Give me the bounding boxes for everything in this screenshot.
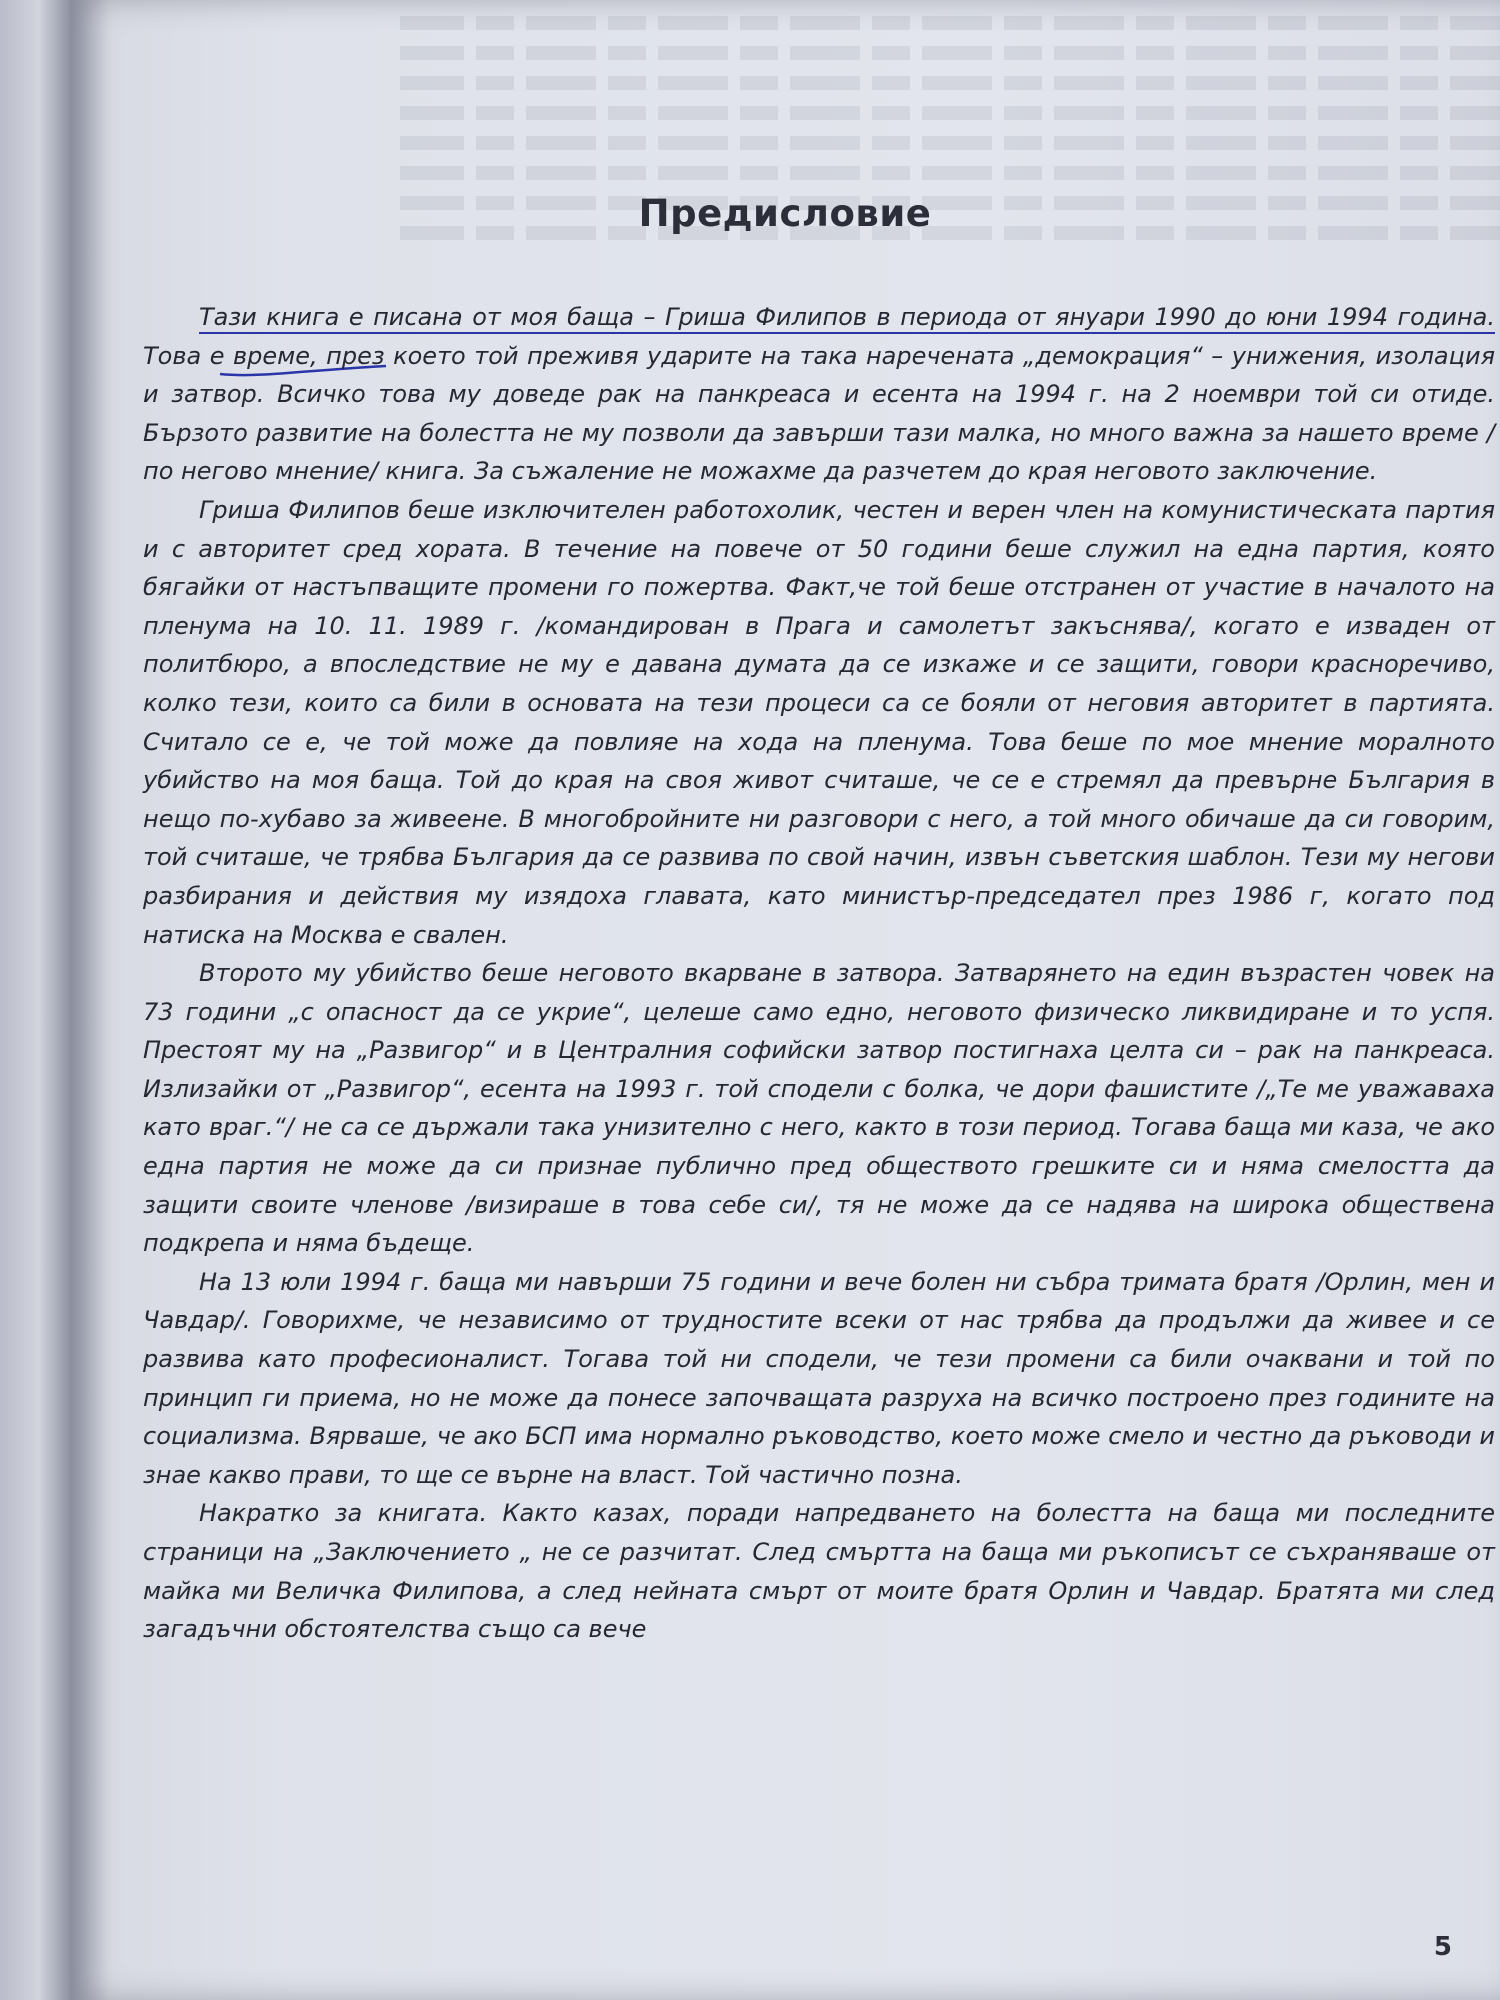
paragraph-5 (143, 1494, 1495, 1648)
book-page (70, 0, 1500, 2000)
paragraph-4 (143, 1263, 1495, 1495)
paragraph-text: Гриша Филипов беше изключителен работохолик, честен и верен член на комунистическата партия и с авторитет сред хората. В течение на повече от 50 години беше служил на една партия, която бягайки от настъпващите промени го пожертва. Факт,че той беше отстранен от участие в началото на пленума на 10. 11. 1989 г. /командирован в Прага и самолетът закъснява/, когато е изваден от политбюро, а впоследствие не му е давана думата да се изкаже и се защити, говори красноречиво, колко тези, които са били в основата на тези процеси са се бояли от неговия авторитет в партията. Считало се е, че той може да повлияе на хода на пленума. Това беше по мое мнение моралното убийство на моя баща. Той до края на своя живот считаше, че се е стремял да превърне България в нещо по-хубаво за живеене. В многобройните ни разговори с него, а той много обичаше да си говорим, той считаше, че трябва България да се развива по свой начин, извън съветския шаблон. Тези му негови разбирания и действия му изядоха главата, като министър-председател през 1986 г, когато под натиска на Москва е свален. (143, 495, 1495, 949)
page-number: 5 (1433, 1932, 1452, 1962)
paragraph-1 (143, 298, 1495, 491)
paragraph-text: Накратко за книгата. Както казах, поради напредването на болестта на баща ми последните страници на „Заключението „ не се разчитат. След смъртта на баща ми ръкописът се съхраняваше от майка ми Величка Филипова, а след нейната смърт от моите братя Орлин и Чавдар. Братята ми след загадъчни обстоятелства също са вече (143, 1499, 1495, 1644)
page-title: Предисловие (638, 192, 932, 235)
paragraph-3 (143, 954, 1495, 1263)
paragraph-text: Второто му убийство беше неговото вкарване в затвора. Затварянето на един възрастен човек на 73 години „с опасност да се укрие“, целеше само едно, неговото физическо ликвидиране и то успя. Престоят му на „Развигор“ и в Централния софийски затвор постигнаха целта си – рак на панкреаса. Излизайки от „Развигор“, есента на 1993 г. той сподели с болка, че дори фашистите /„Те ме уважаваха като враг.“/ не са се държали така унизително с него, както в този период. Тогава баща ми каза, че ако една партия не може да си признае публично пред обществото грешките си и няма смелостта да защити своите членове /визираше в това себе си/, тя не може да се надява на широка обществена подкрепа и няма бъдеще. (143, 959, 1495, 1258)
previous-page-edge (0, 0, 70, 2000)
show-through-text (400, 0, 1500, 280)
paragraph-2 (143, 491, 1495, 954)
underlined-sentence: Тази книга е писана от моя баща – Гриша Филипов в периода от януари 1990 до юни 1994 година. (199, 303, 1495, 334)
paragraph-text: На 13 юли 1994 г. баща ми навърши 75 години и вече болен ни събра тримата братя /Орлин, мен и Чавдар/. Говорихме, че независимо от трудностите всеки от нас трябва да продължи да живее и се развива като професионалист. Тогава той ни сподели, че тези промени са били очаквани и той по принцип ги приема, но не може да понесе започващата разруха на всичко построено през годините на социализма. Вярваше, че ако БСП има нормално ръководство, което може смело и честно да ръководи и знае какво прави, то ще се върне на власт. Той частично позна. (143, 1267, 1495, 1489)
paragraph-text: Това е време, през което той преживя ударите на така наречената „демокрация“ – унижения, изолация и затвор. Всичко това му доведе рак на панкреаса и есента на 1994 г. на 2 ноември той си отиде. Бързото развитие на болестта не му позволи да завърши тази малка, но много важна за нашето време /по негово мнение/ книга. За съжаление не можахме да разчетем до края неговото заключение. (143, 341, 1495, 486)
body-text (143, 298, 1495, 1649)
